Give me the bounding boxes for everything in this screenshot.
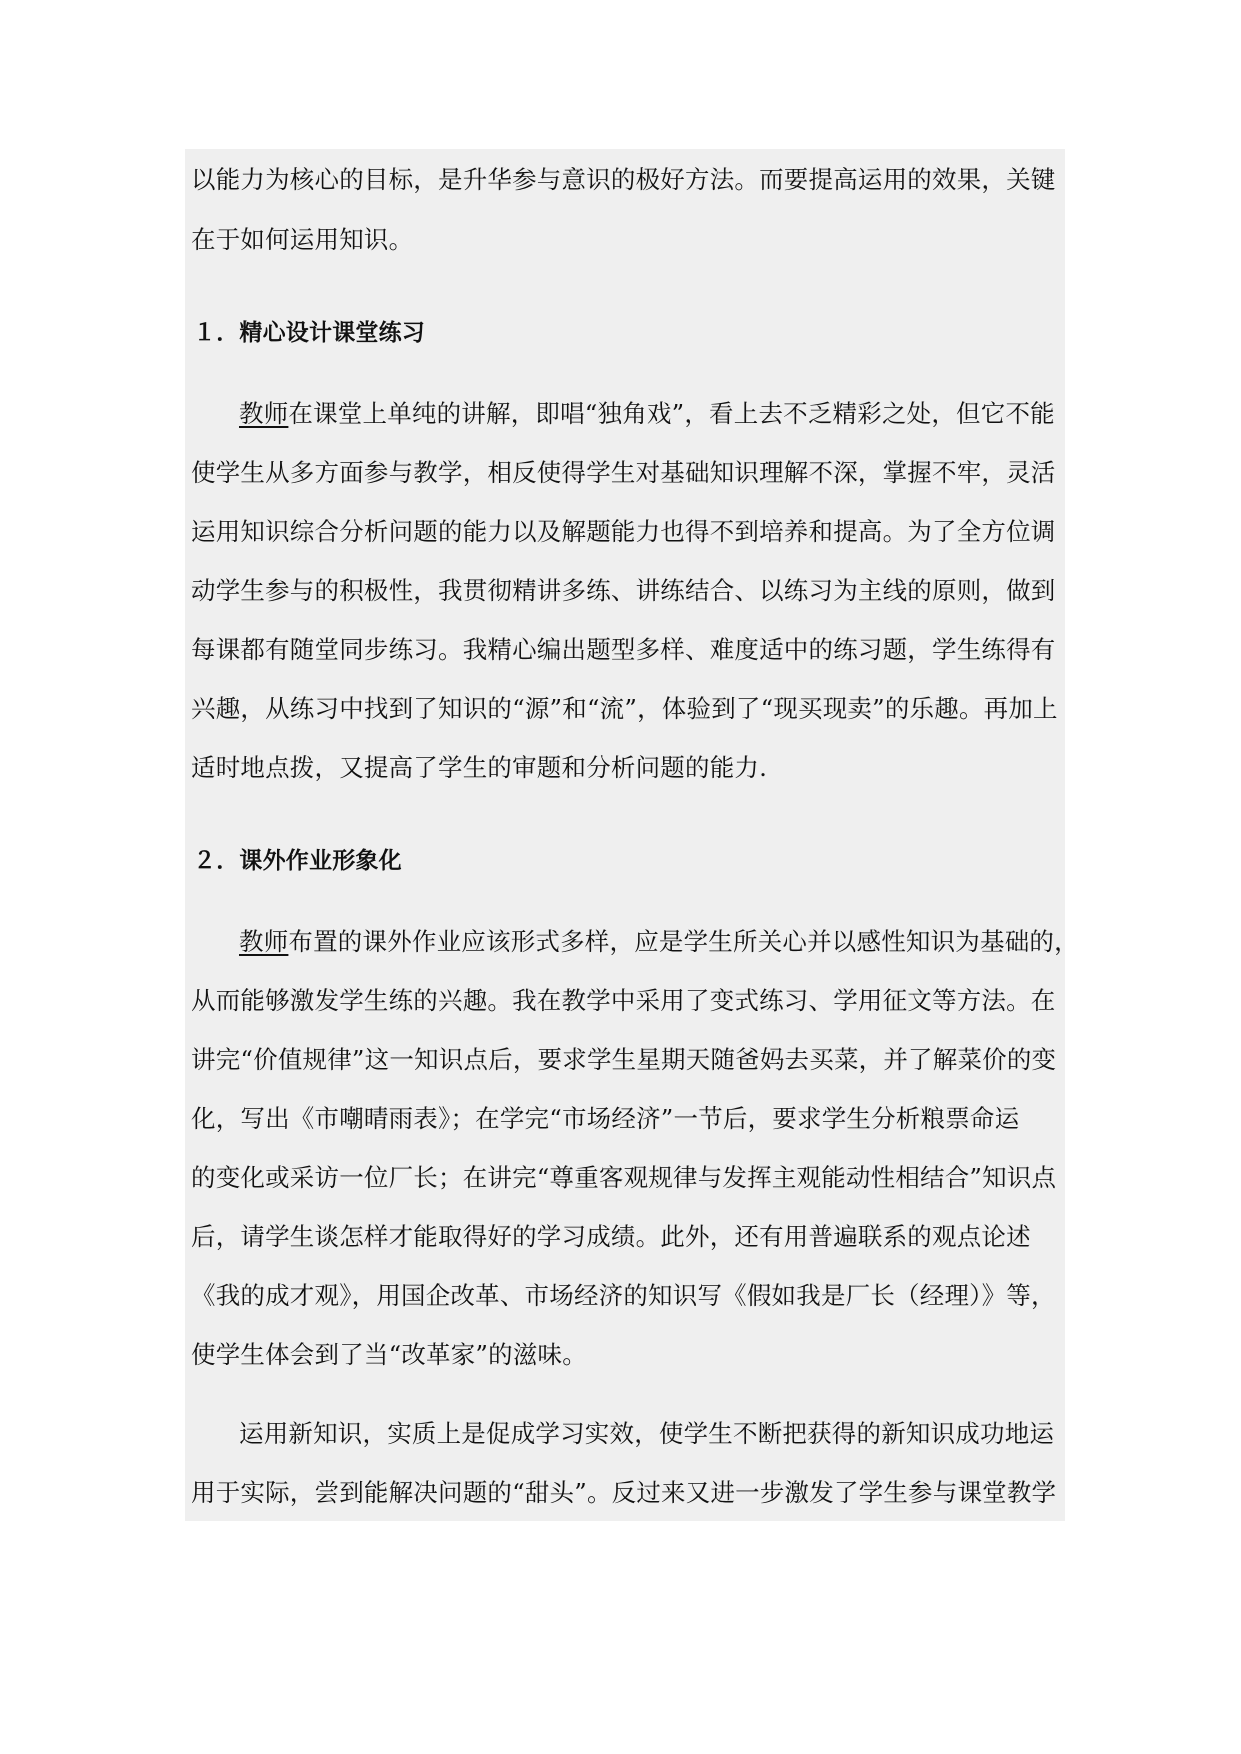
section-1-line-5: 每课都有随堂同步练习。我精心编出题型多样、难度适中的练习题，学生练得有 — [191, 635, 1056, 664]
section-1-line-7: 适时地点拨，又提高了学生的审题和分析问题的能力. — [191, 753, 768, 782]
closing-line-2: 用于实际，尝到能解决问题的“甜头”。反过来又进一步激发了学生参与课堂教学 — [191, 1478, 1057, 1507]
section-2-line-2: 从而能够激发学生练的兴趣。我在教学中采用了变式练习、学用征文等方法。在 — [191, 986, 1056, 1015]
section-1-line-6: 兴趣，从练习中找到了知识的“源”和“流”，体验到了“现买现卖”的乐趣。再加上 — [191, 694, 1058, 723]
paragraph-text: 布置的课外作业应该形式多样，应是学生所关心并以感性知识为基础的， — [288, 927, 1079, 956]
section-2-line-4: 化，写出《市嘲晴雨表》；在学完“市场经济”一节后，要求学生分析粮票命运 — [191, 1104, 1020, 1133]
section-2-line-3: 讲完“价值规律”这一知识点后，要求学生星期天随爸妈去买菜，并了解菜价的变 — [191, 1045, 1057, 1074]
section-2-line-8: 使学生体会到了当“改革家”的滋味。 — [191, 1340, 587, 1369]
document-content-area — [185, 149, 1065, 1521]
section-2-heading: ２．课外作业形象化 — [193, 848, 402, 874]
section-1-line-4: 动学生参与的积极性，我贯彻精讲多练、讲练结合、以练习为主线的原则，做到 — [191, 576, 1056, 605]
intro-line-1: 以能力为核心的目标，是升华参与意识的极好方法。而要提高运用的效果，关键 — [191, 165, 1056, 194]
paragraph-text: 在课堂上单纯的讲解，即唱“独角戏”，看上去不乏精彩之处，但它不能 — [288, 399, 1055, 428]
teacher-underlined-term: 教师 — [239, 927, 289, 956]
intro-line-2: 在于如何运用知识。 — [191, 225, 414, 254]
teacher-underlined-term: 教师 — [239, 399, 289, 428]
section-1-line-3: 运用知识综合分析问题的能力以及解题能力也得不到培养和提高。为了全方位调 — [191, 517, 1056, 546]
section-2-line-5: 的变化或采访一位厂长；在讲完“尊重客观规律与发挥主观能动性相结合”知识点 — [191, 1163, 1057, 1192]
section-2-line-6: 后，请学生谈怎样才能取得好的学习成绩。此外，还有用普遍联系的观点论述 — [191, 1222, 1031, 1251]
section-1-heading: １．精心设计课堂练习 — [193, 320, 425, 346]
closing-line-1: 运用新知识，实质上是促成学习实效，使学生不断把获得的新知识成功地运 — [239, 1419, 1055, 1448]
section-1-line-1 — [239, 398, 1119, 430]
section-2-line-7: 《我的成才观》，用国企改革、市场经济的知识写《假如我是厂长（经理）》等， — [191, 1281, 1056, 1310]
section-2-line-1 — [239, 926, 1119, 958]
section-1-line-2: 使学生从多方面参与教学，相反使得学生对基础知识理解不深，掌握不牢，灵活 — [191, 458, 1056, 487]
